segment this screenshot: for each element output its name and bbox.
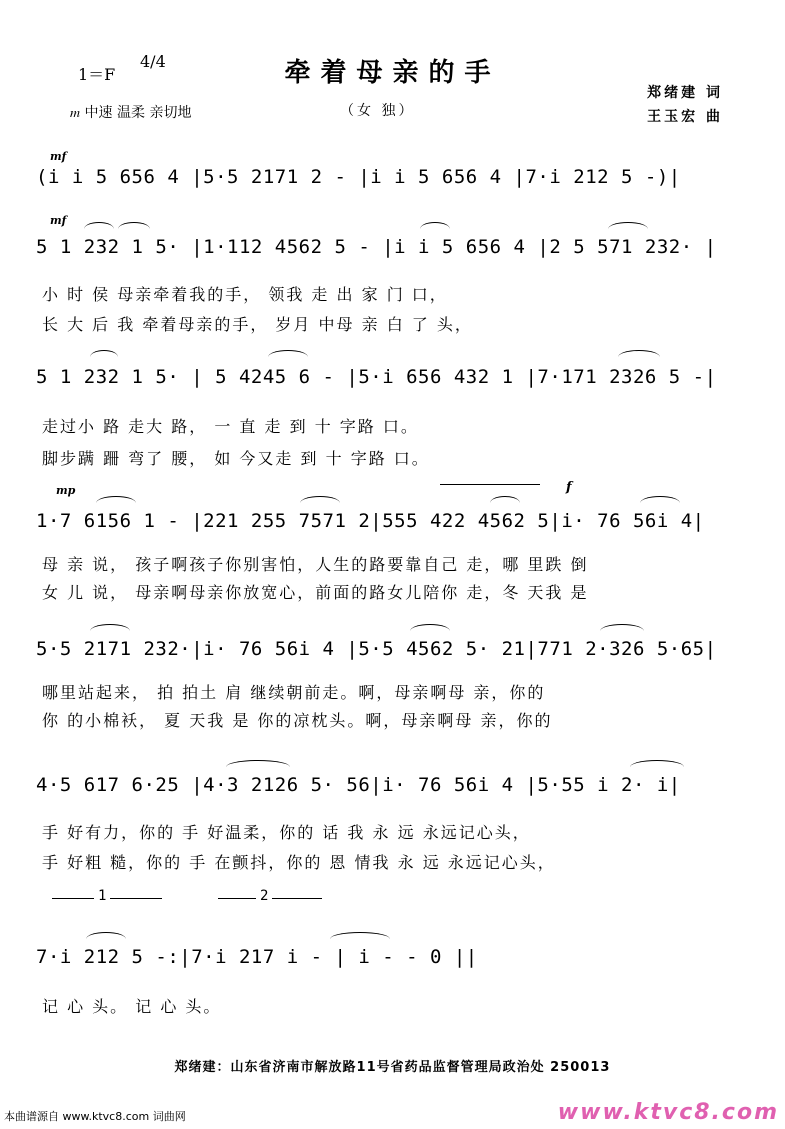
slur bbox=[608, 222, 648, 229]
dynamic-f: f bbox=[566, 480, 572, 495]
notation-line-7: 7·i 212 5 -:|7·i 217 i - | i - - 0 || bbox=[36, 946, 478, 968]
slur bbox=[410, 624, 450, 631]
source-watermark: 本曲谱源自 www.ktvc8.com 词曲网 bbox=[4, 1110, 186, 1123]
notation-line-4: 1·7 6156 1 - |221 255 7571 2|555 422 4562 5|i· 76 56i 4| bbox=[36, 510, 705, 532]
tempo-marking: 𝆐 中速 温柔 亲切地 bbox=[70, 105, 192, 121]
lyric-line: 手 好粗 糙，你的 手 在颤抖，你的 恩 情我 永 远 永远记心头， bbox=[42, 853, 556, 872]
slur bbox=[600, 624, 644, 631]
crescendo-mark bbox=[440, 484, 540, 485]
lyric-line: 女 儿 说， 母亲啊母亲你放宽心，前面的路女儿陪你 走，冬 天我 是 bbox=[42, 583, 589, 602]
lyric-line: 哪里站起来， 拍 拍土 肩 继续朝前走。啊，母亲啊母 亲，你的 bbox=[42, 683, 546, 702]
slur bbox=[118, 222, 150, 229]
slur bbox=[490, 496, 520, 503]
lyric-line: 母 亲 说， 孩子啊孩子你别害怕，人生的路要靠自己 走，哪 里跌 倒 bbox=[42, 555, 589, 574]
lyric-line: 你 的小棉袄， 夏 天我 是 你的凉枕头。啊，母亲啊母 亲，你的 bbox=[42, 711, 553, 730]
slur bbox=[640, 496, 680, 503]
footer-address: 郑绪建：山东省济南市解放路11号省药品监督管理局政治处 250013 bbox=[174, 1060, 611, 1075]
volta-number-2: 2 bbox=[256, 888, 272, 904]
lyric-line: 手 好有力，你的 手 好温柔，你的 话 我 永 远 永远记心头， bbox=[42, 823, 531, 842]
lyric-line: 小 时 侯 母亲牵着我的手， 领我 走 出 家 门 口， bbox=[42, 285, 448, 304]
voice-type: （女 独） bbox=[340, 103, 416, 119]
notation-line-6: 4·5 617 6·25 |4·3 2126 5· 56|i· 76 56i 4 |5·55 i 2· i| bbox=[36, 774, 681, 796]
slur bbox=[618, 350, 660, 357]
composer-credit: 王玉宏 曲 bbox=[647, 109, 723, 125]
slur bbox=[84, 222, 114, 229]
slur bbox=[300, 496, 340, 503]
dynamic-mf: mf bbox=[50, 150, 67, 163]
slur bbox=[330, 932, 390, 939]
dynamic-mf: mf bbox=[50, 214, 67, 227]
slur bbox=[96, 496, 136, 503]
notation-line-1: (i i 5 656 4 |5·5 2171 2 - |i i 5 656 4 |7·i 212 5 -)| bbox=[36, 166, 681, 188]
dynamic-mp: mp bbox=[56, 484, 76, 497]
lyricist-credit: 郑绪建 词 bbox=[647, 85, 723, 101]
volta-number-1: 1 bbox=[94, 888, 110, 904]
slur bbox=[226, 760, 290, 767]
lyric-line: 走过小 路 走大 路， 一 直 走 到 十 字路 口。 bbox=[42, 417, 419, 436]
slur bbox=[420, 222, 450, 229]
key-signature: 1＝F bbox=[78, 65, 116, 84]
lyric-line: 长 大 后 我 牵着母亲的手， 岁月 中母 亲 白 了 头， bbox=[42, 315, 473, 334]
lyric-line: 脚步蹒 跚 弯了 腰， 如 今又走 到 十 字路 口。 bbox=[42, 449, 430, 468]
song-title: 牵着母亲的手 bbox=[284, 58, 501, 88]
notation-line-3: 5 1 232 1 5· | 5 4245 6 - |5·i 656 432 1 |7·171 2326 5 -| bbox=[36, 366, 717, 388]
notation-line-5: 5·5 2171 232·|i· 76 56i 4 |5·5 4562 5· 21|771 2·326 5·65| bbox=[36, 638, 717, 660]
site-logo-watermark[interactable]: www.ktvc8.com bbox=[557, 1100, 779, 1125]
slur bbox=[86, 932, 126, 939]
slur bbox=[90, 350, 118, 357]
slur bbox=[268, 350, 308, 357]
slur bbox=[90, 624, 130, 631]
time-signature: 4/4 bbox=[140, 52, 166, 71]
notation-line-2: 5 1 232 1 5· |1·112 4562 5 - |i i 5 656 4 |2 5 571 232· | bbox=[36, 236, 717, 258]
slur bbox=[630, 760, 684, 767]
lyric-line: 记 心 头。 记 心 头。 bbox=[42, 997, 222, 1016]
